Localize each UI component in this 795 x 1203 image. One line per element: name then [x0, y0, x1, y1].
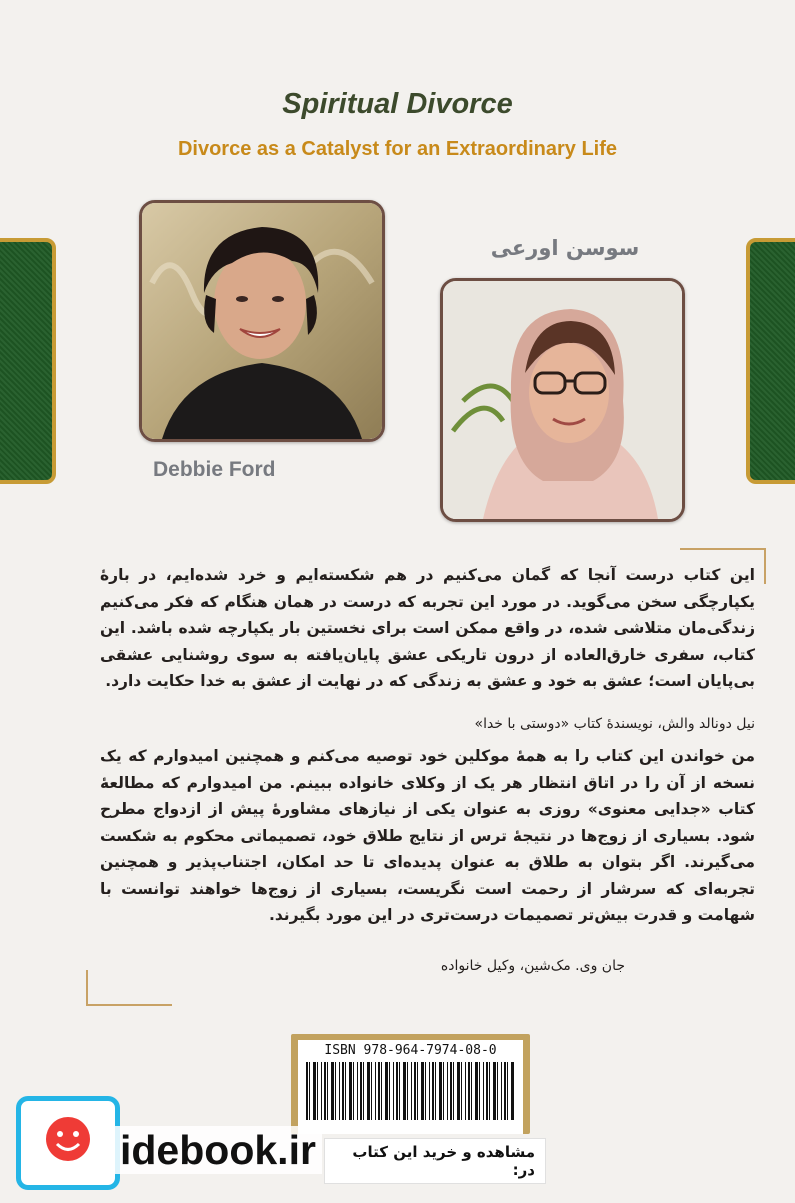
endorsement-quote: من خواندن این کتاب را به همهٔ موکلین خود توصیه می‌کنم و همچنین امیدوارم که یک نسخه از آن را در اتاق انتظار هر یک از وکلای خانواده ببینم. من امیدوارم که مطالعهٔ کتاب «جدایی معنوی» روزی به عنوان یکی از نیازهای مشاورهٔ پیش از ازدواج مطرح شود. بسیاری از زوج‌ها در نتیجهٔ ترس از نتایج طلاق خود، تصمیماتی محکوم به شکست می‌گیرند. اگر بتوان به طلاق به عنوان پدیده‌ای تا حد امکان، اجتناب‌پذیر و همچنین تجربه‌ای که سرشار از رحمت است نگریست، بسیاری از زوج‌ها خواهند توانست با شهامت و قدرت بیش‌تر تصمیمات درست‌تری در این مورد بگیرند. — [100, 747, 755, 924]
translator-name: سوسن اورعی — [490, 236, 640, 260]
smile-face-icon — [21, 1101, 115, 1185]
site-tagline: مشاهده و خرید این کتاب در: — [324, 1138, 546, 1184]
site-watermark[interactable] — [6, 1096, 546, 1196]
book-title: Spiritual Divorce — [282, 88, 513, 120]
right-green-tab — [746, 238, 795, 484]
quote-bracket-bottom — [86, 970, 172, 1006]
site-name[interactable]: idebook.ir — [114, 1126, 322, 1174]
endorsement-attribution: نیل دونالد والش، نویسندهٔ کتاب «دوستی با خدا» — [474, 716, 755, 732]
translator-photo — [440, 278, 685, 522]
book-subtitle: Divorce as a Catalyst for an Extraordinary Life — [177, 138, 618, 160]
portrait-illustration — [443, 281, 682, 519]
isbn-number: ISBN 978-964-7974-08-0 — [324, 1043, 497, 1058]
author-photo-debbie-ford — [139, 200, 385, 442]
portrait-illustration — [142, 203, 382, 439]
author-name: Debbie Ford — [153, 458, 276, 481]
endorsement-quote: این کتاب درست آنجا که گمان می‌کنیم در هم شکسته‌ایم و خرد شده‌ایم، در بارهٔ یکپارچگی سخن می‌گوید. در مورد این تجربه که درست در همان هنگام که فکر می‌کنیم زندگی‌مان متلاشی شده، در واقع ممکن است برای نخستین بار یکپارچه شده باشد. این کتاب، سفری خارق‌العاده از درون تاریکی عشق پایان‌یافته به سوی روشنایی عشقی بی‌پایان است؛ عشق به خود و عشق به زندگی که در نهایت از عشق به خدا حکایت دارد. — [100, 566, 755, 690]
left-green-tab — [0, 238, 56, 484]
endorsement-attribution: جان وی. مک‌شین، وکیل خانواده — [440, 958, 625, 974]
book-logo-icon — [16, 1096, 120, 1190]
